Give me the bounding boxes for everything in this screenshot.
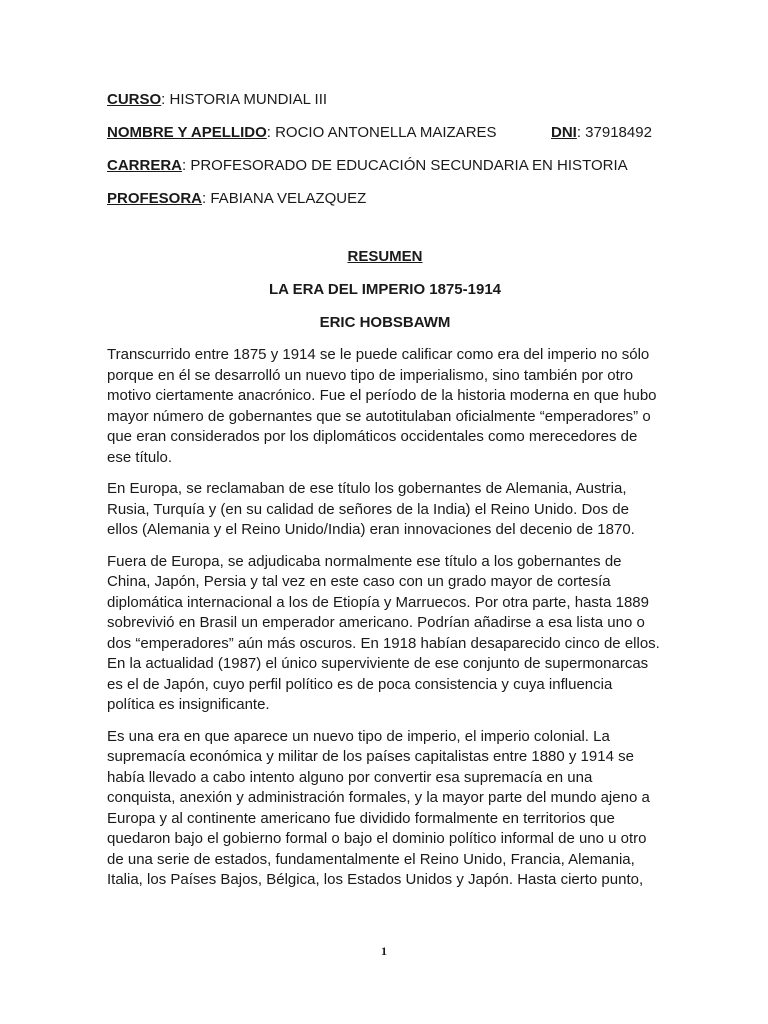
dni-value: : 37918492 xyxy=(576,124,652,141)
name-value: : ROCIO ANTONELLA MAIZARES xyxy=(266,124,497,141)
teacher-value: : FABIANA VELAZQUEZ xyxy=(202,190,367,207)
paragraph: En Europa, se reclamaban de ese título los gobernantes de Alemania, Austria, Rusia, Turquía y (en su calidad de señores de la India) el Reino Unido. Dos de ellos (Alemania y el Reino Unido/India) eran innovaciones del decenio de 1870. xyxy=(107,480,635,538)
career-value: : PROFESORADO DE EDUCACIÓN SECUNDARIA EN HISTORIA xyxy=(182,157,628,174)
course-label: CURSO xyxy=(107,91,162,108)
course-line xyxy=(107,89,663,111)
course-value: : HISTORIA MUNDIAL III xyxy=(161,91,328,108)
author-name: ERIC HOBSBAWM xyxy=(319,314,451,331)
title-block xyxy=(107,246,663,334)
paragraph: Fuera de Europa, se adjudicaba normalmente ese título a los gobernantes de China, Japón, Persia y tal vez en este caso con un grado mayor de cortesía diplomática internacional a los de Etiopía y Marruecos. Por otra parte, hasta 1889 sobrevivió en Brasil un emperador americano. Podrían añadirse a esa lista uno o dos “emperadores” aún más oscuros. En 1918 habían desaparecido cinco de ellos. En la actualidad (1987) el único superviviente de ese conjunto de supermonarcas es el de Japón, cuyo perfil político es de poca consistencia y cuya influencia política es insignificante. xyxy=(107,552,660,713)
dni-field xyxy=(551,122,652,144)
paragraph: Transcurrido entre 1875 y 1914 se le puede calificar como era del imperio no sólo porque en él se desarrolló un nuevo tipo de imperialismo, sino también por otro motivo ciertamente anacrónico. Fue el período de la historia moderna en que hubo mayor número de gobernantes que se autotitulaban oficialmente “emperadores” o que eran considerados por los diplomáticos occidentales como merecedores de ese título. xyxy=(107,346,657,466)
name-label: NOMBRE Y APELLIDO xyxy=(107,124,267,141)
career-label: CARRERA xyxy=(107,157,182,174)
teacher-line xyxy=(107,188,663,210)
name-line xyxy=(107,122,663,144)
document-page xyxy=(107,89,663,902)
teacher-label: PROFESORA xyxy=(107,190,203,207)
book-title: LA ERA DEL IMPERIO 1875-1914 xyxy=(268,281,502,298)
dni-label: DNI xyxy=(551,124,577,141)
page-number: 1 xyxy=(381,944,387,958)
career-line xyxy=(107,155,663,177)
summary-heading: RESUMEN xyxy=(347,248,423,265)
paragraph: Es una era en que aparece un nuevo tipo de imperio, el imperio colonial. La supremacía económica y militar de los países capitalistas entre 1880 y 1914 se había llevado a cabo intento alguno por convertir esa supremacía en una conquista, anexión y administración formales, y la mayor parte del mundo ajeno a Europa y al continente americano fue dividido formalmente en territorios que quedaron bajo el gobierno formal o bajo el dominio político informal de uno u otro de una serie de estados, fundamentalmente el Reino Unido, Francia, Alemania, Italia, los Países Bajos, Bélgica, los Estados Unidos y Japón. Hasta cierto punto, xyxy=(107,727,650,888)
